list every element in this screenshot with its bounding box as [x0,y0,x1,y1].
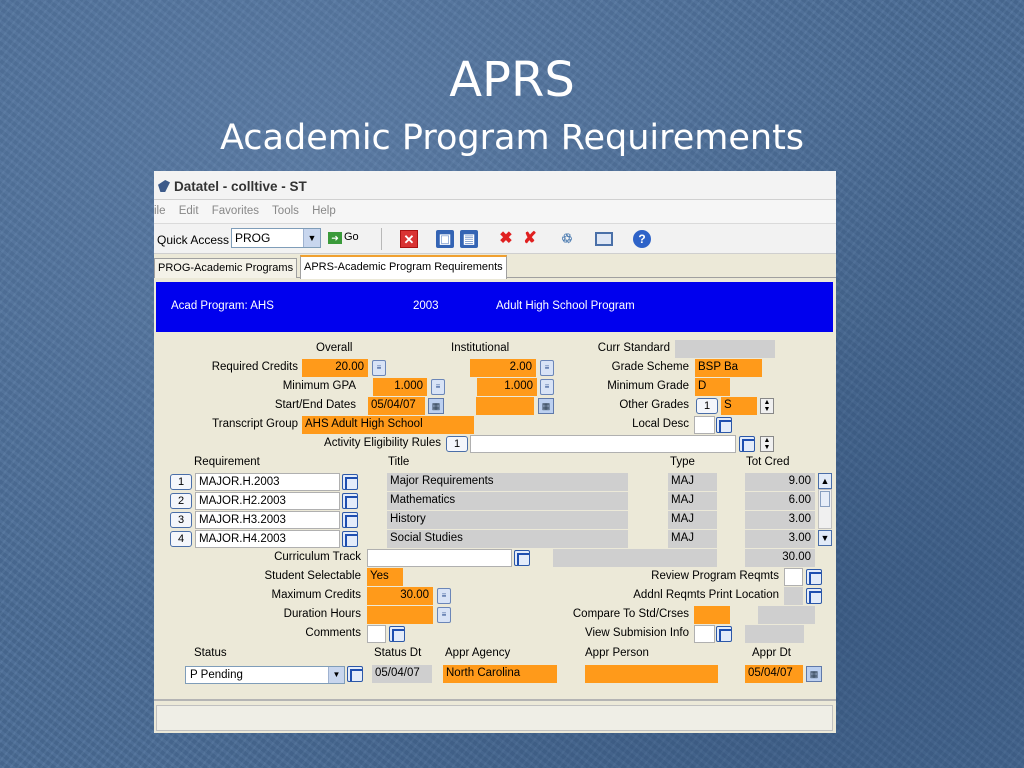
requirement-header: Requirement [194,456,260,468]
window-title: Datatel - colltive - ST [174,179,307,194]
curr-standard-label: Curr Standard [597,342,670,354]
window-icon[interactable] [595,232,613,246]
menu-file[interactable]: ile [154,205,166,217]
help-icon[interactable]: ? [633,230,651,248]
close-form-icon[interactable]: ✕ [400,230,418,248]
toolbar-divider [381,228,382,250]
detail-icon[interactable]: ≡ [431,379,445,395]
link-icon[interactable] [389,626,405,642]
tot-cred-header: Tot Cred [746,456,790,468]
review-program-label: Review Program Reqmts [651,570,779,582]
other-grades-label: Other Grades [619,399,689,411]
tot-cred-field: 3.00 [745,511,815,529]
program-name: Adult High School Program [496,300,635,312]
status-bar [154,699,836,733]
end-date-field[interactable] [476,397,534,415]
required-credits-label: Required Credits [211,361,298,373]
duration-hours-field[interactable] [367,606,433,624]
appr-agency-field[interactable]: North Carolina [443,665,557,683]
type-header: Type [670,456,695,468]
curr-standard-field[interactable] [675,340,775,358]
toolbar [154,224,836,254]
institutional-header: Institutional [451,342,510,354]
spin-icon[interactable]: ▲ ▼ [760,398,774,414]
tot-cred-field: 3.00 [745,530,815,548]
min-grade-field[interactable]: D [695,378,730,396]
chevron-down-icon[interactable]: ▼ [328,667,344,683]
activity-rules-index[interactable]: 1 [446,436,468,452]
menu-tools[interactable]: Tools [272,205,299,217]
calendar-icon[interactable]: ▦ [428,398,444,414]
curriculum-track-field[interactable] [367,549,512,567]
program-year: 2003 [413,300,439,312]
cancel-icon[interactable]: ✖ [499,230,513,247]
title-field: Social Studies [387,530,628,548]
scroll-down-icon[interactable]: ▼ [818,530,832,546]
row-index[interactable]: 3 [170,512,192,528]
type-field: MAJ [668,530,717,548]
detail-icon[interactable]: ≡ [437,607,451,623]
detail-icon[interactable]: ≡ [437,588,451,604]
link-icon[interactable] [342,531,358,547]
grade-scheme-label: Grade Scheme [611,361,689,373]
addnl-reqmts-label: Addnl Reqmts Print Location [633,589,779,601]
link-icon[interactable] [739,436,755,452]
activity-rules-field[interactable] [470,435,736,453]
aprs-form [154,279,836,697]
status-select[interactable] [185,666,345,684]
row-index[interactable]: 2 [170,493,192,509]
slide-subtitle: Academic Program Requirements [219,118,805,158]
other-grades-field[interactable]: S [721,397,757,415]
acad-program: Acad Program: AHS [171,300,274,312]
requirement-field[interactable]: MAJOR.H2.2003 [195,492,340,510]
title-field: Mathematics [387,492,628,510]
quick-access-input[interactable] [231,228,321,248]
calendar-icon[interactable]: ▦ [806,666,822,682]
program-header [156,282,833,332]
status-date-field: 05/04/07 [372,665,432,683]
quick-access-value: PROG [235,231,271,245]
min-gpa-label: Minimum GPA [282,380,356,392]
detail-icon[interactable]: ≡ [540,360,554,376]
compare-std-field[interactable] [694,606,730,624]
curriculum-track-label: Curriculum Track [274,551,361,563]
arrow-right-icon: ➜ [328,232,342,244]
link-icon[interactable] [806,569,822,585]
compare-std-desc [758,606,815,624]
local-desc-field[interactable] [694,416,715,434]
activity-rules-label: Activity Eligibility Rules [324,437,441,449]
required-credits-inst-field[interactable]: 2.00 [470,359,536,377]
save-all-icon[interactable]: ▤ [460,230,478,248]
go-label: Go [344,231,359,243]
tot-cred-field: 9.00 [745,473,815,491]
min-gpa-overall-field[interactable]: 1.000 [373,378,427,396]
menu-help[interactable]: Help [312,205,336,217]
link-icon[interactable] [342,512,358,528]
scroll-thumb[interactable] [820,491,830,507]
menu-bar [154,200,836,224]
link-icon[interactable] [342,493,358,509]
overall-header: Overall [316,342,353,354]
curriculum-track-desc [553,549,717,567]
appr-person-field[interactable] [585,665,718,683]
view-submission-desc [745,625,804,643]
link-icon[interactable] [806,588,822,604]
chevron-down-icon[interactable]: ▼ [303,229,320,247]
quick-access-label: Quick Access [157,233,230,247]
requirement-field[interactable]: MAJOR.H3.2003 [195,511,340,529]
appr-agency-header: Appr Agency [445,647,511,659]
requirement-field[interactable]: MAJOR.H.2003 [195,473,340,491]
local-desc-label: Local Desc [632,418,689,430]
tot-cred-field: 6.00 [745,492,815,510]
detail-icon[interactable]: ≡ [540,379,554,395]
application-window [154,171,836,733]
tab-aprs[interactable]: APRS-Academic Program Requirements [300,255,507,279]
transcript-group-field[interactable]: AHS Adult High School [302,416,474,434]
window-titlebar [154,171,836,200]
view-submission-field[interactable] [694,625,715,643]
student-selectable-label: Student Selectable [264,570,361,582]
comments-label: Comments [305,627,361,639]
other-grades-index[interactable]: 1 [696,398,718,414]
title-field: Major Requirements [387,473,628,491]
start-date-field[interactable]: 05/04/07 [368,397,425,415]
max-credits-label: Maximum Credits [271,589,361,601]
view-submission-label: View Submision Info [585,627,689,639]
tab-prog[interactable]: PROG-Academic Programs [154,258,297,278]
row-index[interactable]: 4 [170,531,192,547]
menu-edit[interactable]: Edit [178,205,199,217]
required-credits-overall-field[interactable]: 20.00 [302,359,368,377]
calendar-icon[interactable]: ▦ [538,398,554,414]
title-field: History [387,511,628,529]
row-index[interactable]: 1 [170,474,192,490]
start-end-label: Start/End Dates [274,399,356,411]
review-program-field[interactable] [784,568,803,586]
status-bar-panel [156,705,833,731]
detail-icon[interactable]: ≡ [372,360,386,376]
min-grade-label: Minimum Grade [607,380,689,392]
total-credits-field: 30.00 [745,549,815,567]
title-header: Title [388,456,410,468]
grade-scheme-field[interactable]: BSP Ba [695,359,762,377]
appr-date-field[interactable]: 05/04/07 [745,665,803,683]
link-icon[interactable] [342,474,358,490]
type-field: MAJ [668,511,717,529]
requirement-field[interactable]: MAJOR.H4.2003 [195,530,340,548]
menu-favorites[interactable]: Favorites [211,205,260,217]
tab-bar [154,255,836,278]
spin-icon[interactable]: ▲ ▼ [760,436,774,452]
go-button[interactable] [327,228,365,248]
max-credits-field[interactable]: 30.00 [367,587,433,605]
link-icon[interactable] [514,550,530,566]
link-icon[interactable] [347,666,363,682]
save-icon[interactable]: ▣ [436,230,454,248]
link-icon[interactable] [716,417,732,433]
cancel-all-icon[interactable]: ✘ [523,230,537,247]
slide-title: APRS [449,52,575,108]
status-value: P Pending [190,669,243,681]
scroll-up-icon[interactable]: ▲ [818,473,832,489]
duration-hours-label: Duration Hours [283,608,361,620]
status-header: Status [194,647,227,659]
compare-std-label: Compare To Std/Crses [572,608,689,620]
transcript-group-label: Transcript Group [212,418,298,430]
student-selectable-field[interactable]: Yes [367,568,403,586]
status-dt-header: Status Dt [374,647,422,659]
comments-field[interactable] [367,625,386,643]
datatel-logo-icon [158,180,170,192]
min-gpa-inst-field[interactable]: 1.000 [477,378,537,396]
type-field: MAJ [668,492,717,510]
appr-person-header: Appr Person [585,647,649,659]
delete-icon[interactable]: ♲ [561,231,573,246]
addnl-reqmts-field[interactable] [784,587,803,605]
link-icon[interactable] [716,626,732,642]
appr-dt-header: Appr Dt [752,647,791,659]
type-field: MAJ [668,473,717,491]
